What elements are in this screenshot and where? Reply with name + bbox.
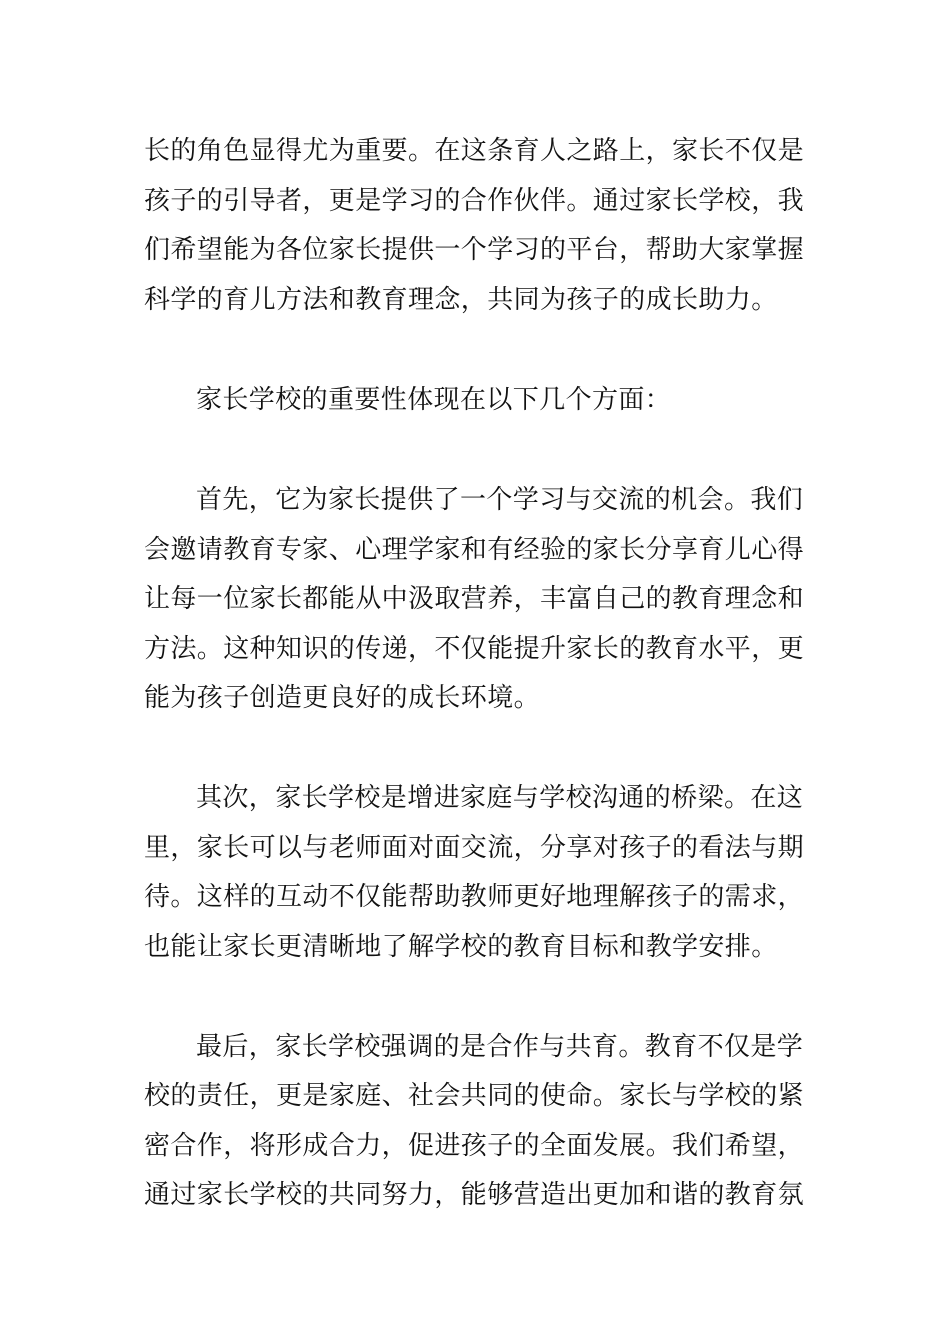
paragraph-5-line-4: 通过家长学校的共同努力，能够营造出更加和谐的教育氛 <box>144 1180 805 1210</box>
paragraph-4-line-1: 其次，家长学校是增进家庭与学校沟通的桥梁。在这 <box>196 783 804 813</box>
paragraph-5-line-2: 校的责任，更是家庭、社会共同的使命。家长与学校的紧 <box>144 1081 805 1111</box>
paragraph-1-line-3: 们希望能为各位家长提供一个学习的平台，帮助大家掌握 <box>144 235 805 265</box>
paragraph-5-line-3: 密合作，将形成合力，促进孩子的全面发展。我们希望， <box>144 1131 805 1161</box>
paragraph-1-line-1: 长的角色显得尤为重要。在这条育人之路上，家长不仅是 <box>144 136 805 166</box>
paragraph-3-line-1: 首先，它为家长提供了一个学习与交流的机会。我们 <box>196 485 804 515</box>
paragraph-5-line-1: 最后，家长学校强调的是合作与共育。教育不仅是学 <box>196 1032 804 1062</box>
paragraph-3-line-2: 会邀请教育专家、心理学家和有经验的家长分享育儿心得 <box>144 535 805 565</box>
paragraph-1-line-4: 科学的育儿方法和教育理念，共同为孩子的成长助力。 <box>144 285 778 315</box>
paragraph-3-line-4: 方法。这种知识的传递，不仅能提升家长的教育水平，更 <box>144 634 805 664</box>
paragraph-4-line-3: 待。这样的互动不仅能帮助教师更好地理解孩子的需求， <box>144 882 805 912</box>
paragraph-2-line-1: 家长学校的重要性体现在以下几个方面： <box>196 385 672 415</box>
paragraph-4-line-4: 也能让家长更清晰地了解学校的教育目标和教学安排。 <box>144 932 778 962</box>
paragraph-1-line-2: 孩子的引导者，更是学习的合作伙伴。通过家长学校，我 <box>144 186 805 216</box>
paragraph-3-line-3: 让每一位家长都能从中汲取营养，丰富自己的教育理念和 <box>144 584 805 614</box>
paragraph-3-line-5: 能为孩子创造更良好的成长环境。 <box>144 683 541 713</box>
paragraph-4-line-2: 里，家长可以与老师面对面交流，分享对孩子的看法与期 <box>144 833 805 863</box>
